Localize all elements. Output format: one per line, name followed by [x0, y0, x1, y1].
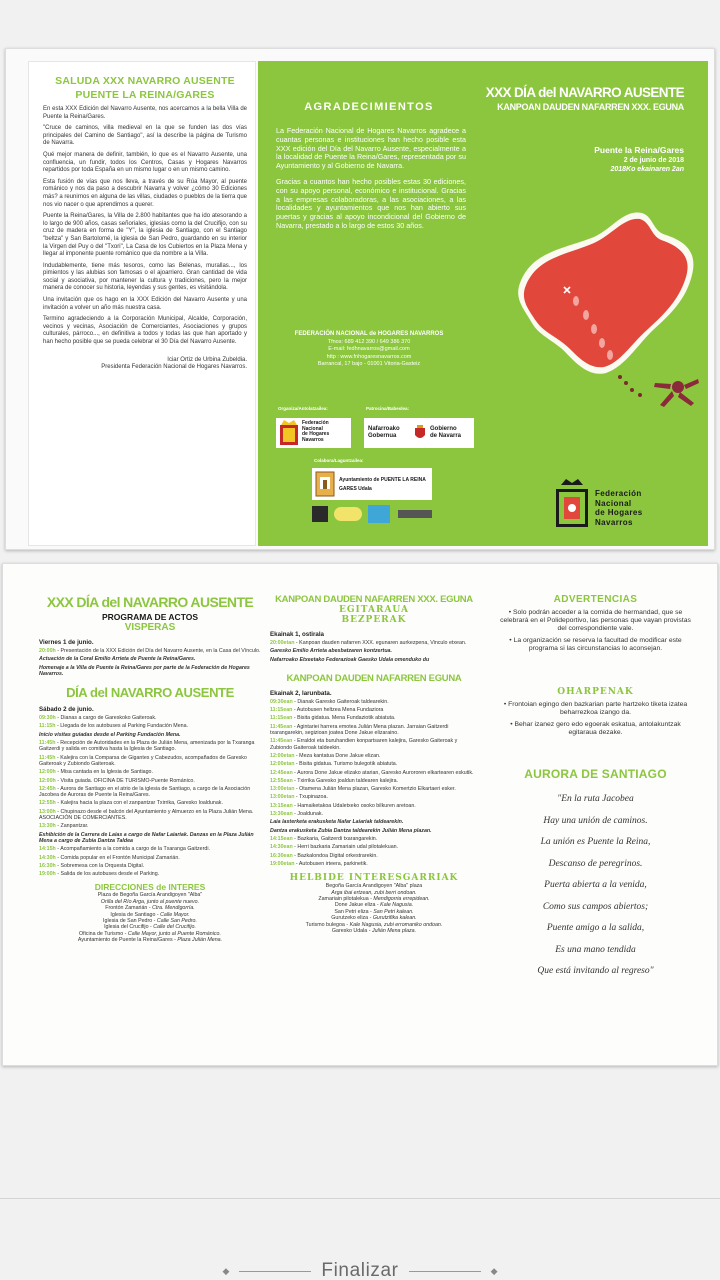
- program-text: - Recepción de Autoridades en la Plaza de Julián Mena, amenizada por la Txaranga Gaitzerdi y salida en comitiva hasta la Iglesia de Santiago.: [39, 740, 255, 753]
- program-time: 12:55h: [39, 800, 56, 807]
- program-text: - Bazkaria, Gaitzerdi txarangarekin.: [292, 835, 378, 842]
- gobierno-logo: [364, 418, 474, 448]
- direction-place: Plaza de Begoña García Arandigoyen "Alba": [97, 892, 203, 899]
- direction-place: Iglesia de Santiago -: [110, 911, 161, 918]
- federacion-crest-icon: [553, 479, 591, 535]
- program-item: [39, 732, 261, 738]
- program-time: 11:45ean: [270, 738, 293, 745]
- program-item: [270, 738, 478, 751]
- finalizar-bar[interactable]: [0, 1260, 720, 1280]
- program-text: - Chupinazo desde el balcón del Ayuntamiento y Almuerzo en la Plaza Julián Mena. ASOCIACIÓN DE COMERCIANTES.: [39, 808, 254, 822]
- direction-place: Oficina de Turismo -: [79, 930, 128, 937]
- program-time: 16:30h: [39, 862, 56, 869]
- diamond-icon: ◆: [222, 1265, 230, 1276]
- cover-date-es: 2 de junio de 2018: [623, 157, 684, 164]
- fed-logo-line-2: Nacional: [595, 498, 632, 508]
- program-time: 13:00etan: [270, 786, 295, 793]
- program-item: [270, 811, 478, 817]
- program-item: [39, 809, 261, 822]
- program-item: [270, 828, 478, 834]
- direction-place: Gurutzeko eliza -: [331, 915, 373, 922]
- program-item: [39, 786, 261, 799]
- program-text: Dantza erakusketa Zubia Dantza taldearekin Julián Mena plazan.: [270, 827, 432, 834]
- collaborator-logo-1: [312, 506, 328, 522]
- program-time: 12:45ean: [270, 769, 293, 776]
- program-time: 12:00etan: [270, 761, 295, 768]
- direction-place: Iglesia del Crucifijo -: [104, 924, 154, 931]
- program-text: Inicio visitas guiadas desde el Parking Fundación Mena.: [39, 731, 181, 738]
- program-time: 11:45h: [39, 754, 56, 761]
- ayto-text-2: GARES Udala: [339, 486, 372, 492]
- agradecimientos-body: [276, 127, 466, 231]
- programa-subtitle: PROGRAMA DE ACTOS: [101, 612, 199, 622]
- program-item: [270, 853, 478, 859]
- program-item: [270, 770, 478, 776]
- program-text: - Presentación de la XXX Edición del Día del Navarro Ausente, en la Casa del Vínculo.: [55, 648, 261, 654]
- program-text: - Meza kantatua Done Jakue elizan.: [294, 752, 381, 759]
- colabora-label: Colabora/Laguntzailea:: [314, 458, 364, 463]
- program-time: 12:00etan: [270, 752, 295, 759]
- program-item: [39, 769, 261, 775]
- dia-heading-eu: KANPOAN DAUDEN NAFARREN EGUNA: [286, 672, 462, 684]
- program-item: [270, 761, 478, 767]
- program-text: Garesko Emilio Arrieta abesbatzaren kontzertua.: [270, 648, 392, 655]
- program-text: - Otamena Julián Mena plazan, Garesko Komertzio Elkartaeri esker.: [294, 786, 456, 793]
- program-time: 14:30ean: [270, 844, 293, 851]
- poem-line: Puente amigo a la salida,: [546, 923, 645, 933]
- programa-eu-column: [270, 594, 478, 934]
- fed-logo-line-4: Navarros: [595, 517, 633, 527]
- aurora-title: AURORA DE SANTIAGO: [524, 767, 667, 781]
- program-text: - Dianas a cargo de Gareskoko Gaiteroak.: [55, 715, 157, 722]
- advertencias-title: ADVERTENCIAS: [553, 594, 638, 605]
- visperas-heading: VISPERAS: [124, 622, 176, 633]
- oharpenak-title: OHARPENAK: [557, 687, 634, 697]
- direction-address: Gurutzifika kalean.: [372, 915, 417, 922]
- federacion-logo: [553, 479, 703, 539]
- program-time: 13:30h: [39, 823, 56, 830]
- program-item: [270, 657, 478, 663]
- program-text: - Herri bazkaria Zamariain udal pilotalekuan.: [292, 844, 399, 851]
- program-text: - Bisita gidatua. Turismo bulegotik abiatuta.: [294, 761, 398, 768]
- program-item: [270, 753, 478, 759]
- direction-place: Zamariain pilotalekua -: [318, 895, 374, 902]
- fed-logo-text-1: Federación: [302, 420, 329, 426]
- program-text: - Hamaiketakoa Udaletxeko osoko bilkuren aretoan.: [292, 802, 416, 809]
- program-item: [270, 836, 478, 842]
- directions-list-es: [39, 892, 261, 943]
- program-item: [270, 724, 478, 737]
- direction-address: Kale Nagusia.: [380, 902, 414, 909]
- oharpenak-item: • Behar izanez gero edo egoerak eskatua, antolakuntzak egitaraua dezake.: [510, 721, 681, 736]
- program-item: [270, 699, 478, 705]
- saluda-subtitle: PUENTE LA REINA/GARES: [75, 89, 215, 101]
- programa-title: XXX DÍA del NAVARRO AUSENTE: [46, 594, 254, 610]
- bezperak-heading: BEZPERAK: [341, 615, 407, 625]
- diamond-icon: ◆: [490, 1265, 498, 1276]
- program-time: 13:00etan: [270, 794, 295, 801]
- collaborator-logo-4: [398, 510, 432, 518]
- program-item: [270, 794, 478, 800]
- federacion-email: E-mail: fedhnavarros@gmail.com: [328, 346, 410, 352]
- program-text: - Kanpoan dauden nafarren XXX. egunaren aurkezpena, Vinculo etxean.: [294, 640, 467, 646]
- ayto-text-1: Ayuntamiento de PUENTE LA REINA: [339, 477, 426, 483]
- gob-text-2: Gobernua: [368, 433, 397, 439]
- program-time: 13:15ean: [270, 802, 293, 809]
- saluda-body: [43, 106, 247, 347]
- patrocina-label: Patrocina/Babeslea:: [366, 406, 410, 411]
- gob-text-3: Gobierno: [430, 426, 457, 432]
- gob-text-1: Nafarroako: [368, 426, 400, 432]
- poem-line: Puerta abierta a la venida,: [544, 880, 647, 890]
- ayuntamiento-logo: [312, 468, 432, 500]
- program-text: Exhibición de la Carrera de Laias a cargo de Nafar Laiariak. Danzas en la Plaza Julián Mena a cargo de Zubia Dantza Taldea: [39, 831, 254, 844]
- leaflet-inner-page: [2, 563, 718, 1066]
- program-time: 20:00h: [39, 648, 56, 654]
- advertencia-item: • La organización se reserva la facultad de modificar este programa si las circunstancias lo aconsejan.: [509, 637, 682, 652]
- program-text: - Visita guiada. OFICINA DE TURISMO-Puente Románico.: [55, 777, 195, 784]
- collaborator-logo-2: [334, 507, 362, 521]
- saluda-paragraph: Una invitación que os hago en la XXX Edición del Navarro Ausente y una invitación a volver un año más nuestra casa.: [43, 297, 247, 311]
- direction-address: San Petri kalean.: [373, 908, 414, 915]
- program-text: - Autobusen heltzea Mena Fundaziora: [292, 707, 384, 714]
- poem-line: Como sus campos abiertos;: [542, 901, 649, 912]
- saturday-list-eu: [270, 699, 478, 867]
- program-time: 11:15h: [39, 723, 56, 730]
- saluda-paragraph: Puente la Reina/Gares, la Villa de 2.800 habitantes que ha ido atesorando a lo largo de 900 años, casas señoriales, iglesias como la del Crucifijo, con su cruz de madera en forma de "Y", la iglesia de Santiago, con el Santiago "beltza" y San Bartolomé, la iglesia de San Pedro, guardando en su interior la Virgen del Puy o del "Txori", La Casa de los Cubiertos en la Plaza Mena y llegar al imponente puente románico que da nombre a la Villa.: [43, 213, 247, 258]
- friday-heading-eu: Ekainak 1, ostirala: [270, 631, 324, 638]
- program-item: [39, 863, 261, 869]
- saturday-heading-eu: Ekainak 2, larunbata.: [270, 689, 332, 697]
- agradecimientos-title: AGRADECIMIENTOS: [304, 101, 434, 113]
- program-time: 14:15h: [39, 846, 56, 853]
- program-item: [270, 715, 478, 721]
- direction-address: Calle Mayor, junto al Puente Románico.: [127, 930, 221, 937]
- cover-place: Puente la Reina/Gares: [594, 145, 684, 155]
- fed-logo-small: [276, 418, 351, 448]
- direction-item: [39, 937, 261, 943]
- program-item: [39, 855, 261, 861]
- fed-logo-text-2: Nacional: [302, 425, 323, 432]
- program-time: 20:00etan: [270, 640, 295, 646]
- program-item: [39, 665, 261, 678]
- saluda-title: SALUDA XXX NAVARRO AUSENTE: [55, 75, 235, 87]
- program-text: - Misa cantada en la Iglesia de Santiago.: [55, 769, 153, 776]
- program-time: 11:45ean: [270, 723, 293, 730]
- direction-place: Turismo bulegoa -: [305, 921, 350, 928]
- leaflet-outer-page: [5, 48, 715, 550]
- direction-address: Mendigorria errepidean.: [373, 895, 430, 902]
- program-text: - Bazkalondoa Digital orkestrarekin.: [292, 852, 378, 859]
- cover-date-eu: 2018Ko ekainaren 2an: [610, 166, 684, 173]
- cover-title: [486, 85, 684, 112]
- poem-line: Hay una unión de caminos.: [543, 815, 648, 826]
- cover-title-es: XXX DÍA del NAVARRO AUSENTE: [485, 85, 684, 100]
- federacion-web: http : www.fnhogaresnavarros.com: [326, 353, 412, 360]
- program-text: - Erraldoi eta buruhandien konpartsaren kalejira, Garesko Gaiteroak y Zubiondo Gaiteroak taldeekin.: [270, 738, 458, 751]
- program-text: - Txirrika Garesko joaldun taldearen kalejira.: [292, 777, 398, 784]
- federacion-phone: Tfnos: 689 412 390 / 649 386 370: [327, 338, 411, 345]
- program-text: - Sobremesa con la Orquesta Digital.: [55, 862, 145, 869]
- program-item: [39, 871, 261, 877]
- navarra-shield-icon: [414, 425, 426, 441]
- program-time: 19:00h: [39, 871, 56, 878]
- program-text: - Bisita gidatua. Mena Fundaziotik abiatuta.: [292, 715, 396, 722]
- program-text: - Aurora de Santiago en el atrio de la iglesia de Santiago, a cargo de la Asociación Jacobea de Auroras de Puente la Reina/Gares.: [39, 785, 251, 799]
- aurora-poem: [498, 789, 693, 983]
- directions-list-eu: [270, 883, 478, 934]
- program-text: - Dianak Garesko Gaiteroak taldearekin.: [292, 698, 389, 705]
- saluda-paragraph: "Cruce de caminos, villa medieval en la que se funden las dos vías principales del Camino de Santiago", así la describe la página de Turismo de Navarra.: [43, 125, 247, 147]
- program-text: - Acompañamiento a la comida a cargo de la Txaranga Gaitzerdi.: [55, 846, 210, 853]
- program-time: 09:30ean: [270, 698, 293, 705]
- divider-line: [409, 1271, 481, 1272]
- direction-address: Calle Mayor.: [160, 911, 190, 918]
- programa-eu-title: KANPOAN DAUDEN NAFARREN XXX. EGUNA: [275, 594, 473, 605]
- program-item: [270, 640, 478, 646]
- advertencia-item: • Solo podrán acceder a la comida de hermandad, que se celebrará en el Polideportivo, las personas que vayan provistas del correspondiente vale.: [500, 609, 691, 632]
- program-time: 13:00h: [39, 808, 56, 815]
- direction-item: [270, 928, 478, 934]
- program-item: [39, 800, 261, 806]
- program-item: [39, 778, 261, 784]
- program-item: [39, 755, 261, 768]
- program-item: [39, 832, 261, 845]
- federacion-name: FEDERACIÓN NACIONAL de HOGARES NAVARROS: [294, 331, 444, 337]
- program-item: [270, 778, 478, 784]
- navarra-map-illustration: [502, 191, 702, 411]
- saluda-paragraph: Qué mejor manera de definir, también, lo que es el Navarro Ausente, una confluencia, un fundir, todos los Centros, Casas y Hogares Navarros repartidos por toda España en un mismo lugar o en un mismo camino.: [43, 151, 247, 174]
- saluda-paragraph: Esta fusión de vías que nos lleva, a través de su Rúa Mayor, al puente románico y nos da paso a descubrir Navarra y volver ¿cómo 30 Ediciones más? a reunirnos en alguna de las villas, ciudades o pueblos de la tierra que nos vio nacer o que aprendimos a querer.: [43, 178, 247, 208]
- directions-title-eu: HELBIDE INTERESGARRIAK: [289, 873, 459, 884]
- program-text: Actuación de la Coral Emilio Arrieta de Puente la Reina/Gares.: [39, 656, 196, 663]
- program-item: [39, 648, 261, 654]
- program-time: 12:00h: [39, 769, 56, 776]
- saluda-panel: [28, 61, 256, 546]
- program-text: - Kalejira con la Comparsa de Gigantes y Cabezudos, acompañados de Garesko Gaiteroak y Zubiondo Gaiteroak.: [39, 754, 247, 767]
- direction-address: Kale Nagusia, zubi erromaniko ondoan.: [349, 921, 443, 928]
- direction-address: Arga ibai ertzean, zubi berri ondoan.: [331, 889, 417, 896]
- dia-heading-es: DÍA del NAVARRO AUSENTE: [66, 685, 234, 701]
- direction-place: Ayuntamiento de Puente la Reina/Gares -: [77, 937, 178, 944]
- direction-address: Calle San Pedro.: [156, 918, 197, 925]
- direction-place: Done Jakue eliza -: [334, 902, 381, 909]
- green-panel: [258, 61, 708, 546]
- saluda-signature: [43, 357, 247, 372]
- program-item: [39, 740, 261, 753]
- program-item: [39, 846, 261, 852]
- ayuntamiento-crest-icon: [315, 471, 335, 497]
- saluda-paragraph: En esta XXX Edición del Navarro Ausente, nos acercamos a la bella Villa de Puente la Reina/Gares.: [43, 106, 247, 120]
- direction-place: Garesko Udala -: [331, 927, 372, 934]
- program-item: [270, 707, 478, 713]
- direction-address: Orilla del Río Arga, junto al puente nuevo.: [100, 898, 200, 905]
- direction-place: Begoña García Arandigoyen "Alba" plaza: [325, 883, 423, 890]
- program-text: - Autobusen irteera, parkinetik.: [294, 860, 368, 867]
- programa-es-column: [39, 594, 261, 944]
- direction-place: San Petri eliza -: [334, 908, 374, 915]
- signature-role: Presidenta Federación Nacional de Hogares Navarros.: [101, 364, 247, 371]
- cover-place-date: [594, 145, 684, 173]
- divider: [0, 1198, 720, 1199]
- sponsor-logos: [276, 406, 476, 536]
- federacion-contact: [258, 331, 480, 369]
- direction-address: Julián Mena plaza.: [371, 927, 417, 934]
- program-time: 11:45h: [39, 740, 56, 747]
- agradecimientos-p1: La Federación Nacional de Hogares Navarros agradece a cuantas personas e instituciones han hecho posible esta XXX edición del Día del Navarro Ausente, especialmente a la localidad de Puente la Reina/Gares, representada por su Ayuntamiento y al Gobierno de Navarra.: [276, 126, 466, 171]
- program-text: - Llegada de los autobuses al Parking Fundación Mena.: [55, 723, 189, 730]
- directions-title-es: DIRECCIONES de INTERES: [94, 882, 206, 893]
- saturday-heading: Sábado 2 de junio.: [39, 706, 94, 714]
- direction-address: Calle del Crucifijo.: [153, 924, 196, 931]
- signature-name: Iciar Ortiz de Urbina Zubeldia.: [167, 356, 247, 363]
- program-time: 16:30ean: [270, 852, 293, 859]
- program-item: [39, 723, 261, 729]
- poem-line: Descanso de peregrinos.: [548, 858, 643, 869]
- divider-line: [239, 1271, 311, 1272]
- program-time: 11:15ean: [270, 707, 293, 714]
- program-item: [270, 844, 478, 850]
- program-item: [270, 648, 478, 654]
- direction-place: Iglesia de San Pedro -: [103, 918, 157, 925]
- friday-list-eu: [270, 640, 478, 663]
- collaborator-logo-3: [368, 505, 390, 523]
- program-time: 12:00h: [39, 777, 56, 784]
- program-time: 12:55ean: [270, 777, 293, 784]
- program-item: [39, 715, 261, 721]
- direction-address: Ctra. Mendigorría.: [152, 905, 195, 912]
- saluda-paragraph: Termino agradeciendo a la Corporación Municipal, Alcalde, Corporación, vecinos y vecinas, Asociación de Comerciantes, Asociaciones y grupos culturales, párroco..., en definitiva a todos y todas las que han aportado y han hecho posible que se pueda celebrar el 30 Día del Navarro Ausente.: [43, 316, 247, 346]
- cover-title-eu: KANPOAN DAUDEN NAFARREN XXX. EGUNA: [497, 102, 684, 112]
- poem-line: La unión es Puente la Reina,: [540, 837, 651, 847]
- direction-place: Frontón Zamarián -: [105, 905, 153, 912]
- program-text: - Aurora Done Jakue elizako atarian, Garesko Aurororen elkartearen eskutik.: [292, 769, 474, 776]
- program-text: Laia lasterketa erakusketa Nafar Laiariak taldearekin.: [270, 819, 404, 826]
- program-item: [270, 819, 478, 825]
- oharpenak-item: • Frontoian egingo den bazkarian parte hartzeko tiketa izatea beharrezkoa izango da.: [503, 701, 688, 716]
- friday-list-es: [39, 648, 261, 677]
- program-text: - Zanpantzar.: [55, 823, 89, 830]
- program-text: - Agintariei harrera emotea Julián Mena plazan. Jarraian Gaitzerdi txarangarekin, segizioan joatea Done Jakue elizaraino.: [270, 723, 449, 737]
- saturday-list-es: [39, 715, 261, 877]
- program-time: 13:30ean: [270, 811, 293, 818]
- program-text: Homenaje a la Villa de Puente la Reina/Gares por parte de la Federación de Hogares Navarros.: [39, 664, 250, 677]
- organiza-label: Organiza/Antolatzailea:: [278, 406, 328, 411]
- program-time: 11:15ean: [270, 715, 293, 722]
- program-text: - Comida popular en el Frontón Municipal Zamarián.: [55, 854, 180, 861]
- agradecimientos-p2: Gracias a cuantos han hecho posibles estas 30 ediciones, con su apoyo personal, económico e institucional. Gracias a las empresas colaboradoras, a las asociaciones, a las localidades y ayuntamientos que nos han abierto sus puertas y gracias al apoyo incondicional del Gobierno de Navarra, prestado a lo largo de estos 30 años.: [276, 176, 466, 230]
- program-text: - Txupinazoa.: [294, 794, 328, 801]
- program-text: - Salida de los autobuses desde el Parking.: [55, 871, 160, 878]
- program-time: 09:30h: [39, 715, 56, 722]
- poem-line: Es una mano tendida: [555, 944, 636, 955]
- program-item: [270, 786, 478, 792]
- finalizar-button[interactable]: Finalizar: [321, 1260, 399, 1280]
- friday-heading: Viernes 1 de junio.: [39, 639, 94, 646]
- fed-logo-line-3: de Hogares: [595, 508, 643, 517]
- crest-icon: [278, 419, 300, 447]
- advertencias-column: [498, 564, 693, 983]
- program-item: [39, 656, 261, 662]
- program-text: Nafarroako Etxeetako Federazioak Gaesko Udala omenduko du: [270, 656, 430, 663]
- egitaraua-heading: EGITARAUA: [339, 605, 409, 615]
- program-item: [270, 803, 478, 809]
- direction-address: Plaza Julián Mena.: [177, 937, 223, 944]
- program-item: [39, 823, 261, 829]
- program-time: 14:30h: [39, 854, 56, 861]
- poem-line: "En la ruta Jacobea: [557, 794, 634, 804]
- poem-line: Que está invitando al regreso": [537, 966, 654, 976]
- saluda-paragraph: Indudablemente, tiene más tesoros, como las Belenas, murallas..., los pimientos y las alubias son famosas o el ajoarriero. Gran cantidad de vida social y asociativa, por mantener la cultura y tradiciones, pero la mejor manera de conocer su historia, leyendas y sus gentes, es visitándola.: [43, 262, 247, 292]
- program-time: 12:45h: [39, 785, 56, 792]
- program-time: 19:00etan: [270, 860, 295, 867]
- fed-logo-line-1: Federación: [595, 489, 642, 498]
- program-time: 14:15ean: [270, 835, 293, 842]
- federacion-address: Barrancal, 17 bajo - 01001 Vitoria-Gasteiz: [317, 361, 421, 367]
- program-text: - Joaldunak.: [292, 811, 324, 818]
- program-text: - Kalejira hacia la plaza con el zanpantzar Txirrika, Garesko Ioaldunak.: [55, 800, 223, 807]
- program-item: [270, 861, 478, 867]
- fed-logo-text-3: de Hogares: [302, 431, 330, 438]
- gob-text-4: de Navarra: [430, 433, 462, 439]
- fed-logo-text-4: Navarros: [302, 436, 324, 443]
